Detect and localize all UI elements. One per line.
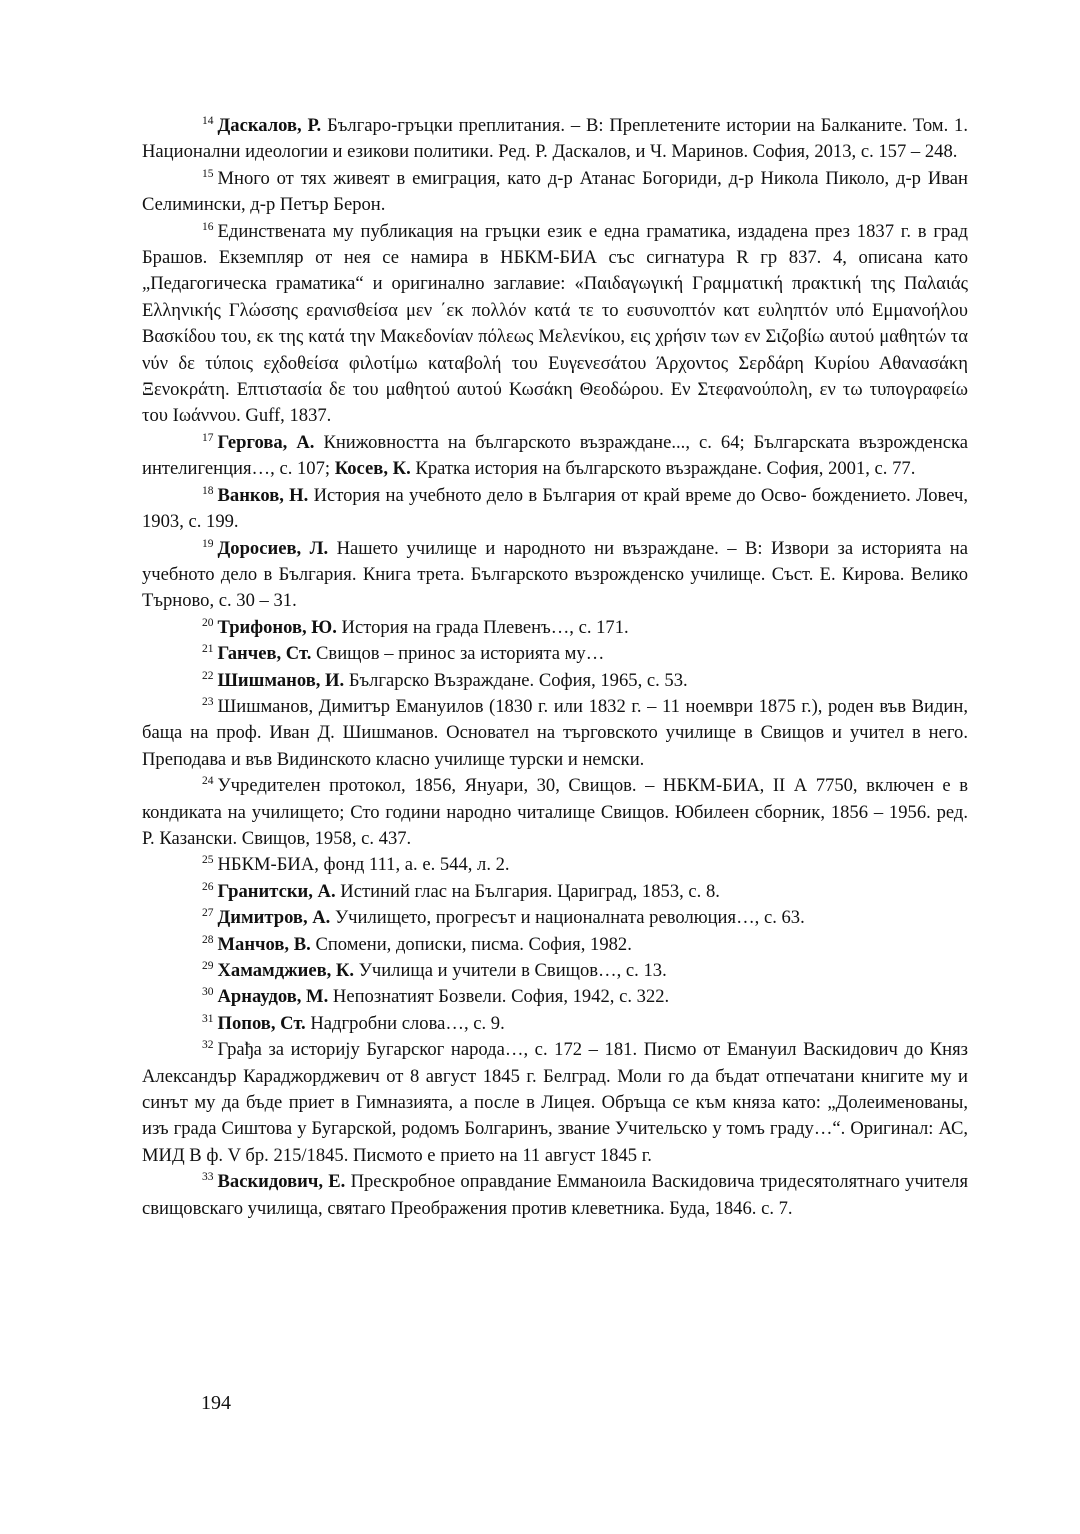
footnote-number: 27 [202, 907, 214, 920]
footnote-15 [142, 166, 968, 219]
page-number: 194 [201, 1392, 231, 1414]
footnote-text: Шишманов, Димитър Емануилов (1830 г. или 1832 г. – 11 ноември 1875 г.), роден във Видин, баща на проф. Иван Д. Шишманов. Основател на търговското училище в Свищов и учител в него. Преподава и във Видинското класно училище турски и немски. [142, 695, 968, 770]
footnote-author: Косев, К. [334, 458, 411, 480]
footnote-number: 32 [202, 1039, 214, 1052]
footnote-author: Трифонов, Ю. [217, 616, 337, 638]
footnote-text: Училища и учители в Свищов…, с. 13. [358, 960, 667, 981]
footnote-number: 29 [202, 960, 214, 972]
footnote-number: 19 [202, 537, 214, 550]
footnote-number: 26 [202, 880, 214, 893]
footnote-30 [142, 984, 968, 1010]
footnote-text: Грађа за историју Бугарског народа…, с. 172 – 181. Писмо от Емануил Васкидович до Княз Александър Караджорджевич от 8 август 1845 г. Белград. Моли го да бъдат отпечатани книгите му и синът му да бъде приет в Гимназията, а после в Лицея. Обръща се към княза като: „Долеименованы, изъ града Сиштова у Бугарской, родомъ Болгаринъ, звание Учительско у томъ граду…“. Оригинал: АС, МИД В ф. V бр. 215/1845. Писмото е прието на 11 август 1845 г. [142, 1039, 968, 1166]
footnote-33 [142, 1169, 968, 1222]
footnote-26 [142, 879, 968, 905]
footnote-text: Нашето училище и народното ни възраждане. – В: Извори за историята на учебното дело в България. Книга трета. Българското възрожденско училище. Съст. Е. Кирова. Велико Търново, с. 30 – 31. [142, 537, 968, 612]
footnote-text: Спомени, дописки, писма. София, 1982. [315, 933, 632, 955]
footnote-28 [142, 932, 968, 958]
footnote-31 [142, 1011, 968, 1037]
footnote-number: 18 [202, 484, 214, 497]
footnote-16 [142, 219, 968, 430]
footnote-27 [142, 905, 968, 931]
footnote-text: Надгробни слова…, с. 9. [310, 1012, 505, 1034]
footnote-text: Много от тях живеят в емиграция, като д-р Атанас Богориди, д-р Никола Пиколо, д-р Иван Селимински, д-р Петър Берон. [142, 167, 968, 216]
footnotes-list [142, 113, 968, 1222]
footnote-19 [142, 536, 968, 615]
footnote-number: 16 [202, 220, 214, 233]
footnote-text: Училището, прогресът и националната революция…, с. 63. [335, 907, 805, 929]
footnote-number: 33 [202, 1171, 214, 1184]
footnote-text: Прескробное оправдание Емманоила Васкидовича тридесятолятнаго учителя свищовскаго училища, святаго Преображения против клеветника. Буда, 1846. с. 7. [142, 1171, 968, 1219]
footnote-text: Кратка история на българското възраждане. София, 2001, с. 77. [415, 458, 916, 480]
footnote-text: Единствената му публикация на гръцки език е една граматика, издадена през 1837 г. в град Брашов. Екземпляр от нея се намира в НБКМ-БИА със сигнатура R гр 837. 4, описана като „Педагогическа граматика“ и оригинално заглавие: «Παιδαγωγική Γραμματική πρακτική της Παλαιάς Ελληνικής Γλώσσης ερανισθείσα μεν ΄εκ πολλόν κατά τε το ευσυνοπτόν κατ ευληπτόν υπό Εμμανοήλου Βασκίδου του, εκ της κατά την Μακεδονίαν πόλεως Μελενίκου, εις χρήσιν των εν Σιζοβίω αυτού μαθητών τα νύν δε τύποις εχδοθείσα φιλοτίμω καταβολή του Ευγενεσάτου Άρχοντος Σερδάρη Κυρίου Αθανασάκη Ξενοκράτη. Επτιστασία δε του μαθητού αυτού Κωσάκη Θεοδώρου. Εν Στεφανούπολη, εν τω τυπογραφείω του Ιωάννου. Guff, 1837. [142, 220, 968, 427]
footnote-14 [142, 113, 968, 166]
footnote-author: Шишманов, И. [217, 669, 345, 691]
footnote-text: Учредителен протокол, 1856, Януари, 30, Свищов. – НБКМ-БИА, II А 7750, включен е в кондиката на училището; Сто години народно читалище Свищов. Юбилеен сборник, 1856 – 1956. ред. Р. Казански. Свищов, 1958, с. 437. [142, 775, 968, 849]
footnote-author: Ганчев, Ст. [217, 643, 312, 665]
footnote-number: 21 [202, 643, 214, 656]
footnote-32 [142, 1037, 968, 1169]
footnote-text: Непознатият Бозвели. София, 1942, с. 322. [332, 986, 670, 1008]
footnote-author: Васкидович, Е. [217, 1171, 346, 1193]
footnote-25 [142, 852, 968, 878]
footnote-author: Манчов, В. [217, 933, 311, 955]
footnote-24 [142, 773, 968, 852]
footnote-number: 31 [202, 1012, 214, 1025]
footnote-text: Истиний глас на България. Цариград, 1853, с. 8. [340, 880, 720, 902]
footnote-author: Гергова, А. [217, 431, 315, 453]
footnote-author: Арнаудов, М. [217, 986, 329, 1008]
footnote-number: 20 [202, 616, 214, 629]
footnote-number: 25 [202, 854, 214, 867]
footnote-text: История на учебното дело в България от край време до Осво- бождението. Ловеч, 1903, с. 199. [142, 484, 968, 533]
footnote-author: Ванков, Н. [217, 484, 309, 506]
footnote-number: 24 [202, 775, 214, 788]
footnote-text: Книжовността на българското възраждане..., с. 64; Българската възрожденска интелигенция…, с. 107; [142, 431, 968, 480]
footnote-author: Попов, Ст. [217, 1012, 306, 1034]
footnote-number: 30 [202, 986, 214, 999]
footnote-18 [142, 483, 968, 536]
footnote-number: 28 [202, 933, 214, 946]
footnote-17 [142, 430, 968, 483]
footnote-21 [142, 641, 968, 667]
footnote-number: 17 [202, 431, 214, 444]
footnote-text: Българо-гръцки преплитания. – В: Преплетените истории на Балканите. Том. 1. Национални идеологии и езикови политики. Ред. Р. Даскалов, и Ч. Маринов. София, 2013, с. 157 – 248. [142, 115, 968, 163]
footnote-29 [142, 958, 968, 984]
footnote-author: Хамамджиев, К. [217, 960, 355, 981]
footnote-text: Свищов – принос за историята му… [316, 643, 605, 665]
footnote-number: 15 [202, 167, 214, 180]
footnote-author: Даскалов, Р. [217, 115, 322, 136]
footnote-22 [142, 668, 968, 694]
footnote-author: Доросиев, Л. [217, 537, 329, 559]
footnote-text: Българско Възраждане. София, 1965, с. 53. [348, 669, 688, 691]
footnote-number: 14 [202, 115, 214, 127]
footnote-23 [142, 694, 968, 773]
footnote-text: НБКМ-БИА, фонд 111, а. е. 544, л. 2. [217, 854, 510, 876]
footnote-author: Димитров, А. [217, 907, 331, 929]
footnote-number: 22 [202, 669, 214, 682]
footnote-author: Гранитски, А. [217, 880, 336, 902]
footnote-20 [142, 615, 968, 641]
footnote-text: История на града Плевенъ…, с. 171. [341, 616, 629, 638]
footnote-number: 23 [202, 695, 214, 708]
